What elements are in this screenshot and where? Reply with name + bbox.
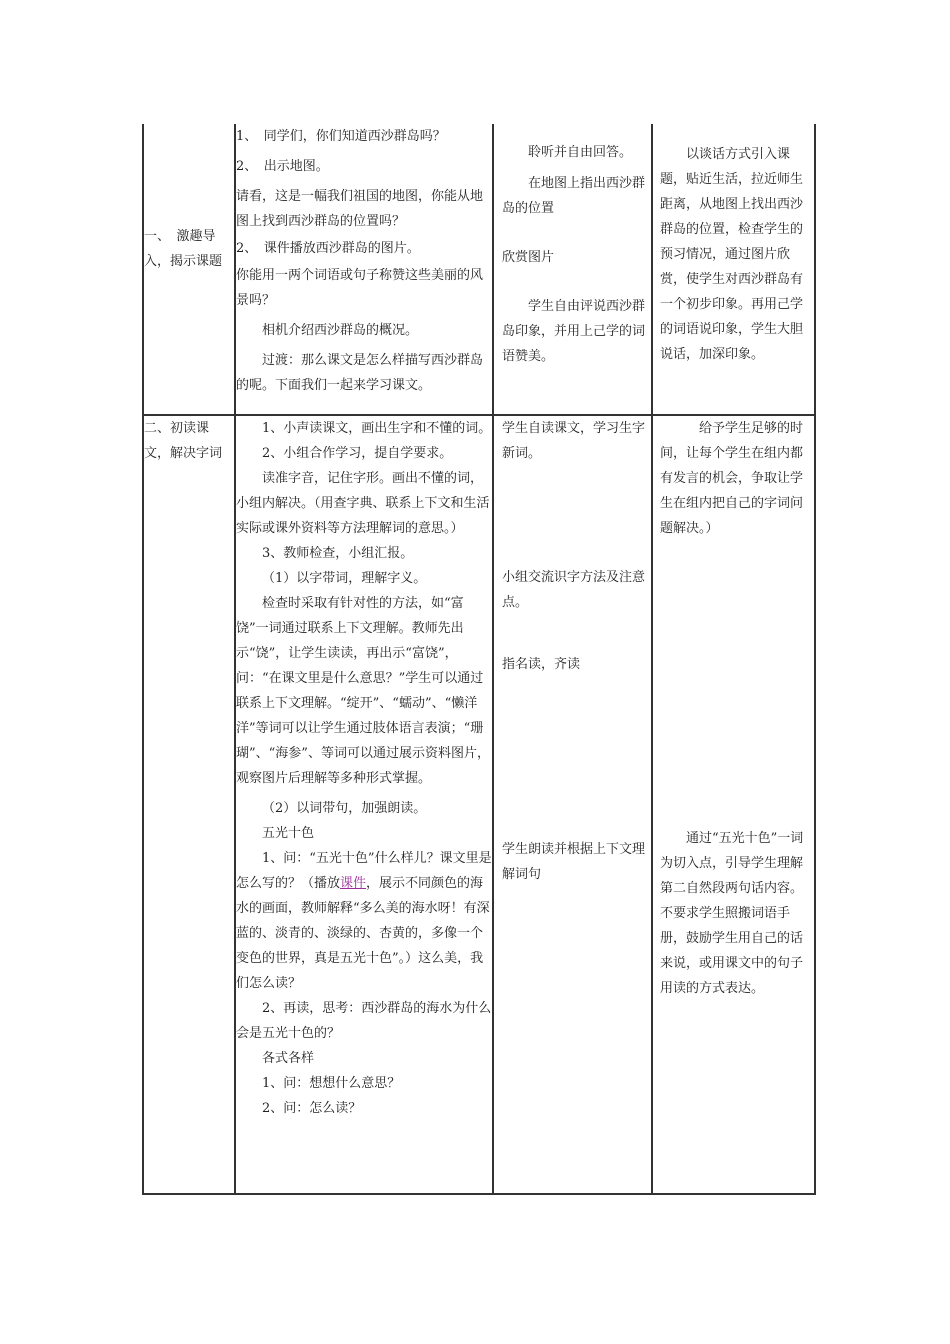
table-border-bottom [142,1193,816,1195]
row1-teacher-line-5: 你能用一两个词语或句子称赞这些美丽的风景吗？ [236,268,484,308]
row1-teacher-cell [236,124,492,398]
row2-student-line-4: 学生朗读并根据上下文理解词句 [502,842,646,882]
lesson-plan-table [142,124,816,1195]
row2-teacher-p9-part1: 1、问：“五光十色”什么样儿？课文里是怎么写的？（播放 [236,851,492,891]
row2-student-line-3: 指名读，齐读 [502,657,581,672]
row1-intent-text: 以谈话方式引入课题，贴近生活，拉近师生距离，从地图上找出西沙群岛的位置，检查学生的预习情况，通过图片欣赏，使学生对西沙群岛有一个初步印象。再用己学的词语说印象，学生大胆说话，加深印象。 [660,147,804,362]
row2-teacher-p9-part2: ，展示不同颜色的海水的画面，教师解释“多么美的海水呀！有深蓝的、淡青的、淡绿的、杏黄的，多像一个变色的世界，真是五光十色”。）这么美，我们怎么读？ [236,876,490,991]
row1-teacher-line-6: 相机介绍西沙群岛的概况。 [262,323,419,338]
row2-student-line-2: 小组交流识字方法及注意点。 [502,570,646,610]
row2-teacher-p5: （1）以字带词，理解字义。 [262,571,427,586]
row2-teacher-p9 [236,846,492,996]
table-border-right [814,124,816,1195]
row2-student-cell-1 [502,416,648,466]
courseware-link[interactable]: 课件 [340,876,367,891]
row2-teacher-p8: 五光十色 [262,826,315,841]
row1-student-line-1: 聆听并自由回答。 [528,145,633,160]
row2-intent-text-2: 通过“五光十色”一词为切入点，引导学生理解第二自然段两句话内容。不要求学生照搬词语手册，鼓励学生用自己的话来说，或用课文中的句子用读的方式表达。 [660,831,804,996]
row1-teacher-line-2: 2、 出示地图。 [236,159,329,174]
row2-teacher-p4: 3、教师检查，小组汇报。 [262,546,414,561]
row2-stage-cell [144,416,234,466]
row1-student-cell [502,140,648,369]
row1-student-line-3: 欣赏图片 [502,250,555,265]
row1-stage-cell [144,224,234,274]
row1-student-line-4: 学生自由评说西沙群岛印象，并用上己学的词语赞美。 [502,299,646,364]
row1-teacher-line-3: 请看，这是一幅我们祖国的地图，你能从地图上找到西沙群岛的位置吗？ [236,189,484,229]
row2-teacher-p10: 2、再读，思考：西沙群岛的海水为什么会是五光十色的？ [236,1001,492,1041]
table-border-left [142,124,144,1195]
row1-intent-cell [660,142,808,367]
row2-intent-text-1: 给予学生足够的时间，让每个学生在组内都有发言的机会，争取让学生在组内把自己的字词问题解决。） [660,421,804,536]
row2-teacher-p3: 读准字音，记住字形。画出不懂的词，小组内解决。（用查字典、联系上下文和生活实际或课外资料等方法理解词的意思。） [236,471,490,536]
row1-stage-text: 一、 激趣导入，揭示课题 [144,229,223,269]
row2-teacher-cell [236,416,492,1121]
row2-teacher-p2: 2、小组合作学习，提自学要求。 [262,446,453,461]
row2-student-line-1: 学生自读课文，学习生字新词。 [502,421,646,461]
row2-teacher-p11: 各式各样 [262,1051,315,1066]
row2-intent-cell-2 [660,826,808,1001]
column-divider-2 [492,124,494,1195]
row2-student-cell-3 [502,652,648,677]
row2-stage-text: 二、初读课文，解决字词 [144,421,223,461]
row1-teacher-line-4: 2、 课件播放西沙群岛的图片。 [236,241,420,256]
row2-teacher-p1: 1、小声读课文，画出生字和不懂的词。 [262,421,492,436]
row2-teacher-p12: 1、问：想想什么意思？ [262,1076,401,1091]
column-divider-3 [651,124,653,1195]
row2-teacher-p7: （2）以词带句，加强朗读。 [262,801,427,816]
row1-student-line-2: 在地图上指出西沙群岛的位置 [502,176,646,216]
row2-student-cell-2 [502,565,648,615]
row1-teacher-line-7: 过渡：那么课文是怎么样描写西沙群岛的呢。下面我们一起来学习课文。 [236,353,484,393]
row2-student-cell-4 [502,837,648,887]
row2-teacher-p13: 2、问：怎么读？ [262,1101,362,1116]
row1-teacher-line-1: 1、 同学们，你们知道西沙群岛吗？ [236,129,446,144]
row2-intent-cell-1 [660,416,808,541]
row2-teacher-p6: 检查时采取有针对性的方法，如“富饶”一词通过联系上下文理解。教师先出示“饶”，让学生读读，再出示“富饶”，问：“在课文里是什么意思？”学生可以通过联系上下文理解。“绽开”、“蠕动”、“懒洋洋”等词可以让学生通过肢体语言表演；“珊瑚”、“海参”、等词可以通过展示资料图片，观察图片后理解等多种形式掌握。 [236,596,490,786]
